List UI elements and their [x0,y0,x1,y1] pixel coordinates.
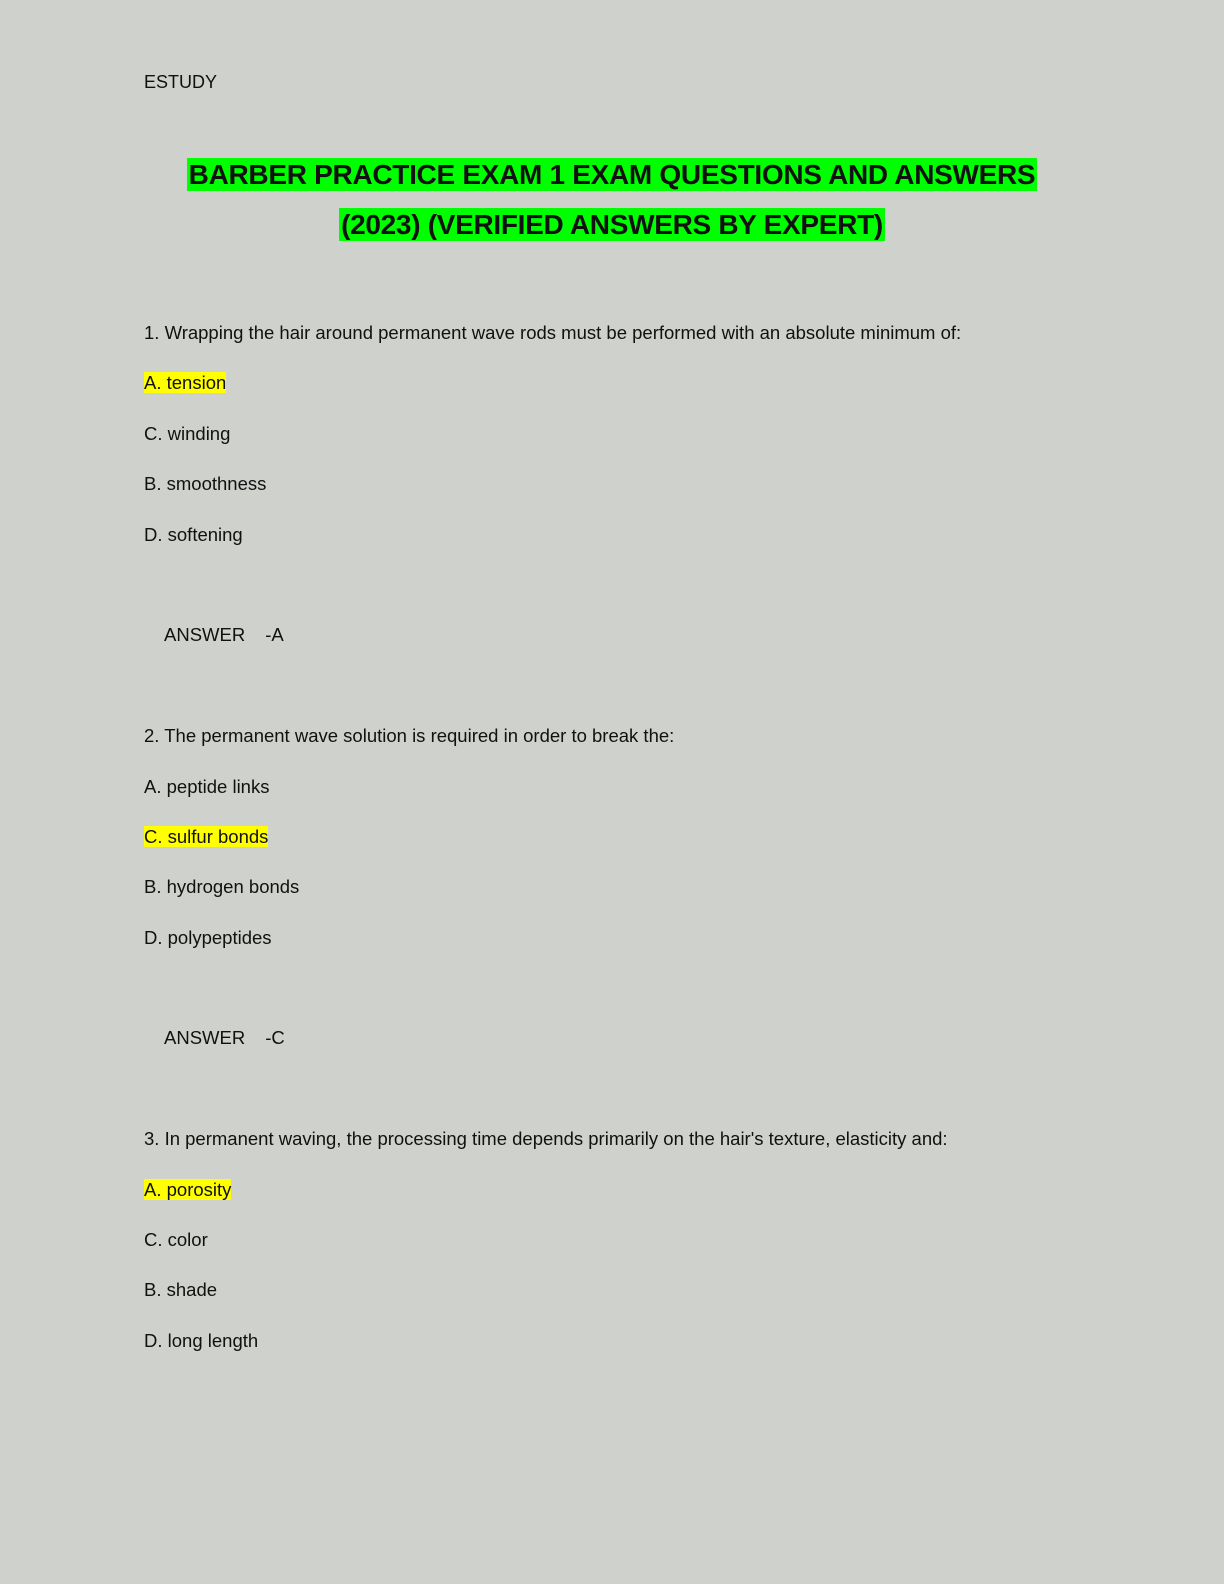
questions-list [144,308,1124,1366]
option-3a-correct: A. porosity [144,1178,232,1200]
option-3c: C. color [144,1229,208,1251]
answer-2 [144,1013,1124,1063]
document-header: ESTUDY [144,72,218,92]
answer-value: -A [265,624,284,646]
option-2d: D. polypeptides [144,926,272,948]
title-line-2: (2023) (VERIFIED ANSWERS BY EXPERT) [341,209,883,240]
answer-label: ANSWER [164,624,246,646]
option-1b: B. smoothness [144,473,267,495]
option-1c: C. winding [144,422,231,444]
option-2c-correct: C. sulfur bonds [144,825,269,847]
question-3: 3. In permanent waving, the processing time depends primarily on the hair's texture, elasticity and: [144,1128,948,1150]
answer-1 [144,610,1124,660]
question-2: 2. The permanent wave solution is required in order to break the: [144,725,675,747]
option-3d: D. long length [144,1329,259,1351]
title-line-1: BARBER PRACTICE EXAM 1 EXAM QUESTIONS AND ANSWERS [188,159,1036,190]
option-1a-correct: A. tension [144,372,227,394]
answer-label: ANSWER [164,1027,246,1049]
option-2b: B. hydrogen bonds [144,876,300,898]
option-3b: B. shade [144,1279,218,1301]
question-1: 1. Wrapping the hair around permanent wave rods must be performed with an absolute minimum of: [144,322,962,343]
option-2a: A. peptide links [144,775,270,797]
option-1d: D. softening [144,523,243,545]
document-title [0,150,1224,250]
answer-value: -C [265,1027,285,1049]
